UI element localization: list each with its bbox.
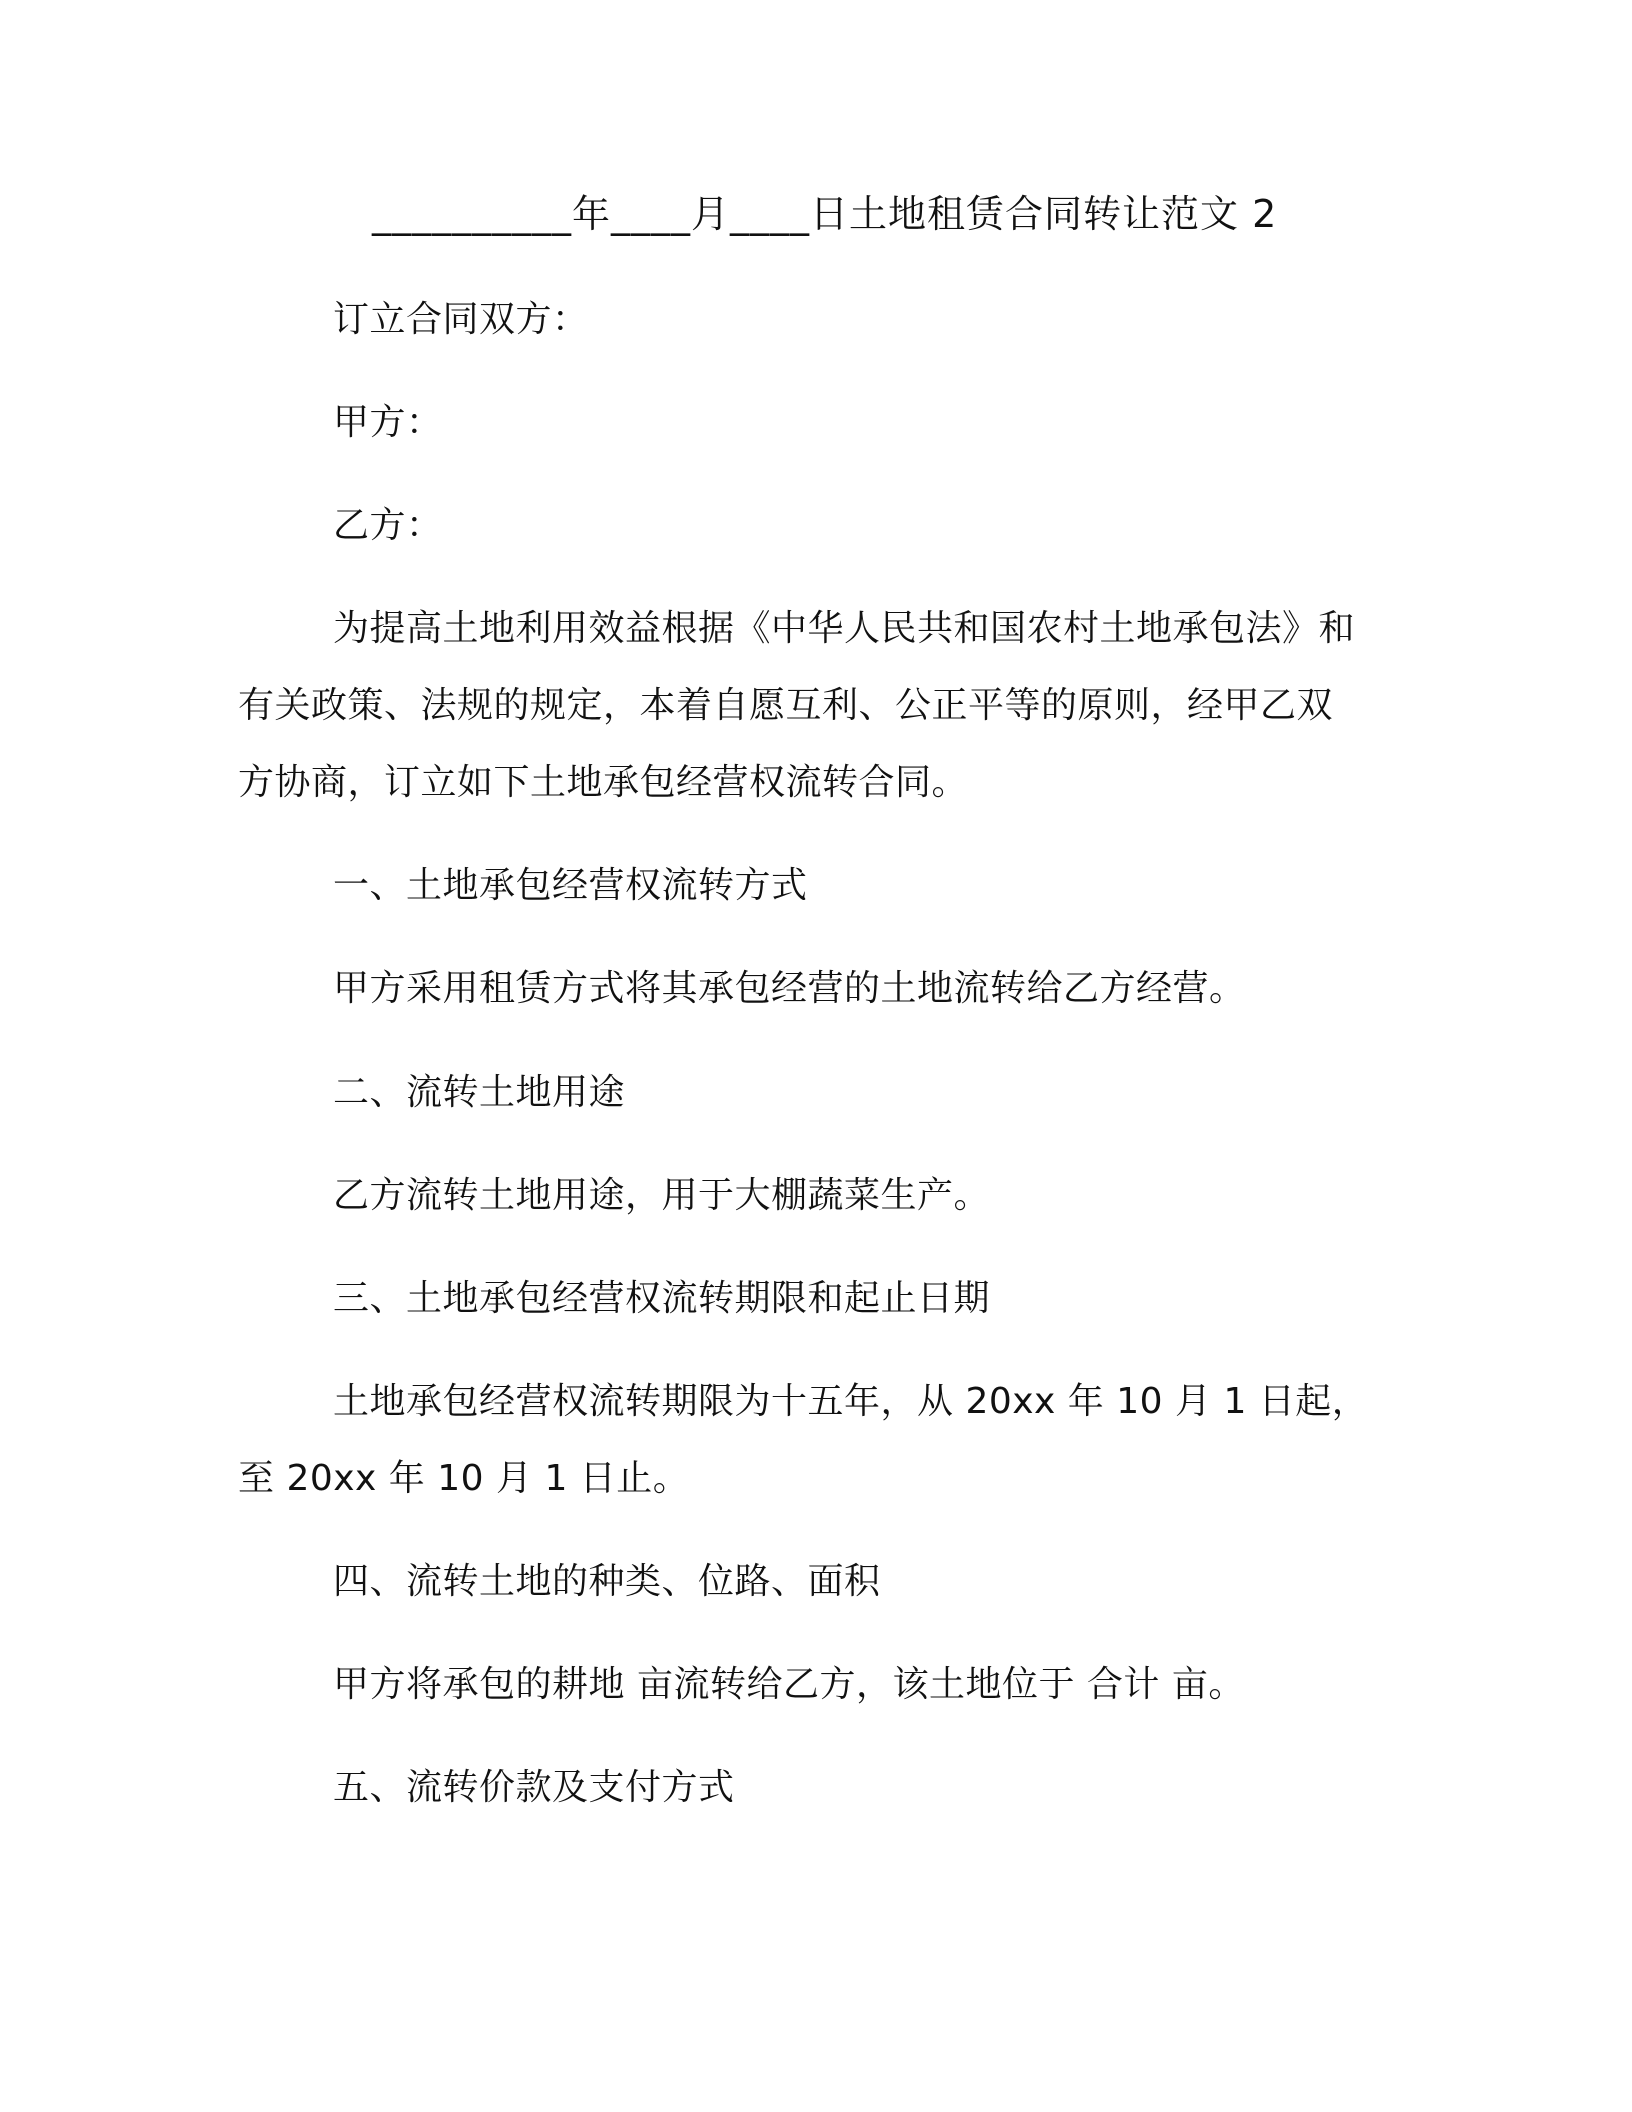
section-2-body: 乙方流转土地用途，用于大棚蔬菜生产。 [333, 1175, 991, 1216]
party-a-label: 甲方： [333, 402, 443, 443]
section-3-body-line-2: 至 20xx 年 10 月 1 日止。 [238, 1458, 690, 1499]
intro-line-1: 为提高土地利用效益根据《中华人民共和国农村土地承包法》和 [333, 608, 1356, 649]
section-1-body: 甲方采用租赁方式将其承包经营的土地流转给乙方经营。 [333, 968, 1246, 1009]
section-3-body-line-1: 土地承包经营权流转期限为十五年，从 20xx 年 10 月 1 日起， [333, 1381, 1369, 1422]
intro-line-2: 有关政策、法规的规定，本着自愿互利、公正平等的原则，经甲乙双 [238, 685, 1334, 726]
party-b-label: 乙方： [333, 505, 443, 546]
document-title: __________年____月____日土地租赁合同转让范文 2 [372, 192, 1278, 236]
section-3-heading: 三、土地承包经营权流转期限和起止日期 [333, 1278, 991, 1319]
section-4-body: 甲方将承包的耕地 亩流转给乙方，该土地位于 合计 亩。 [333, 1664, 1245, 1705]
section-4-heading: 四、流转土地的种类、位路、面积 [333, 1561, 881, 1602]
section-5-heading: 五、流转价款及支付方式 [333, 1767, 735, 1808]
section-2-heading: 二、流转土地用途 [333, 1072, 626, 1113]
section-1-heading: 一、土地承包经营权流转方式 [333, 865, 808, 906]
intro-line-3: 方协商，订立如下土地承包经营权流转合同。 [238, 762, 969, 803]
parties-heading: 订立合同双方： [333, 299, 589, 340]
